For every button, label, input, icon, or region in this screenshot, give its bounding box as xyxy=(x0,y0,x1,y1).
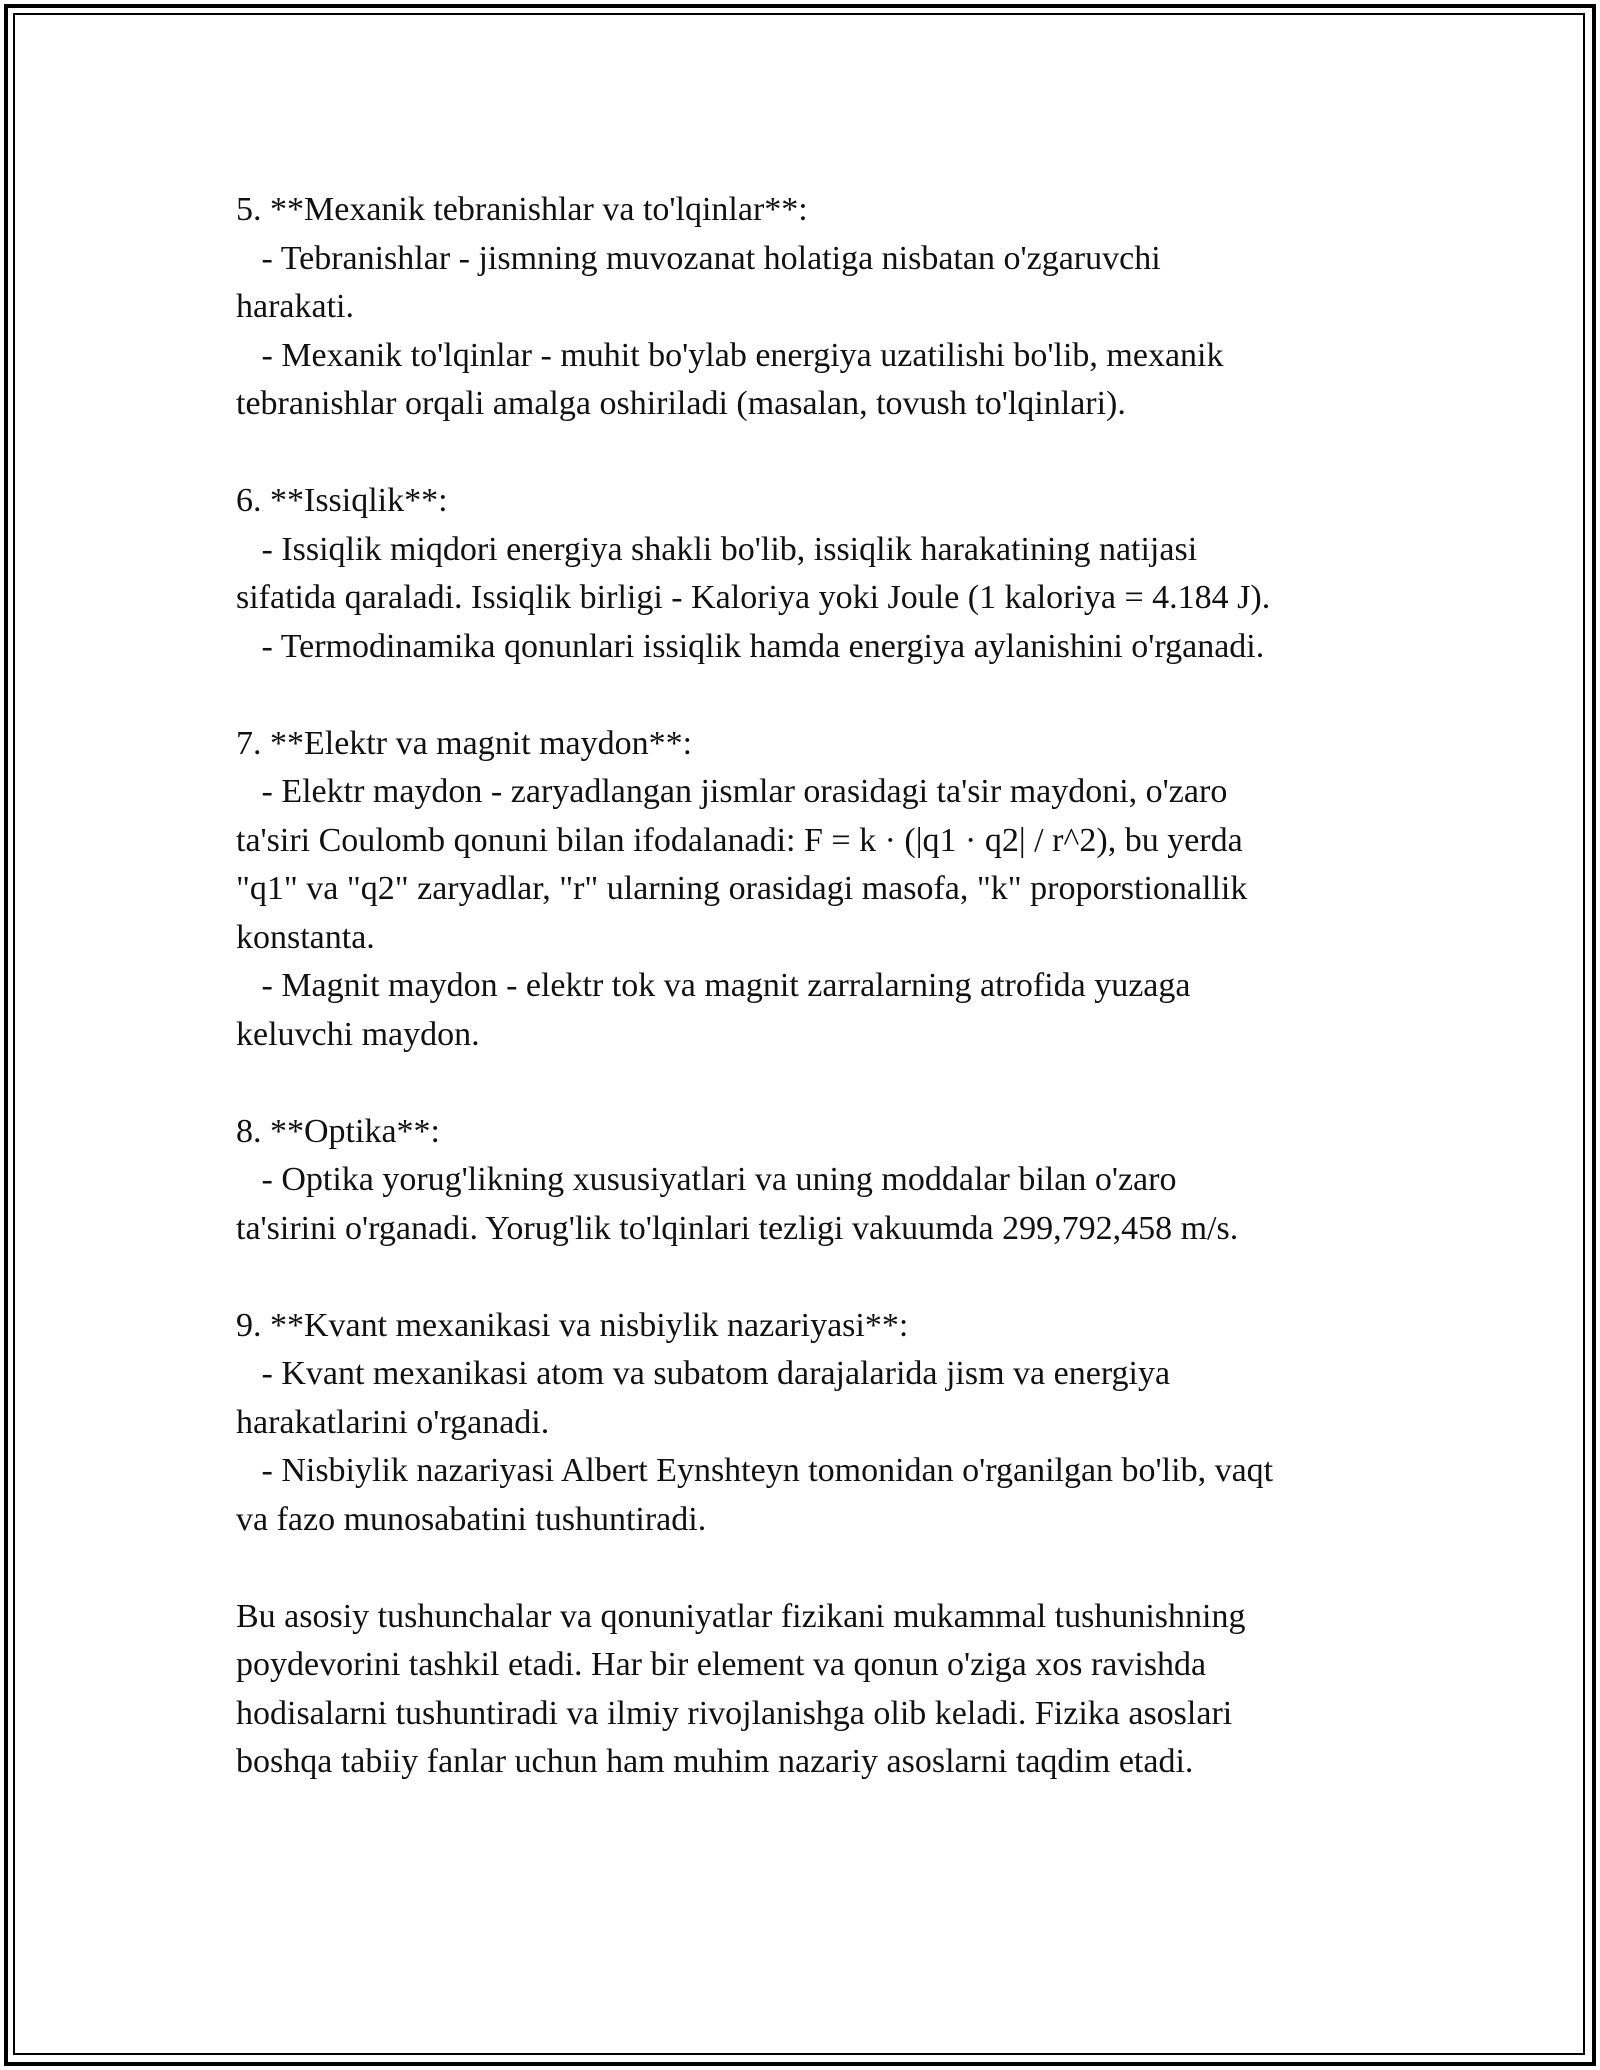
text-line: keluvchi maydon. xyxy=(236,1015,480,1053)
text-line: boshqa tabiiy fanlar uchun ham muhim nazariy asoslarni taqdim etadi. xyxy=(236,1743,1194,1780)
section-heading: 8. **Optika**: xyxy=(236,1112,440,1150)
text-line: ta'siri Coulomb qonuni bilan ifodalanadi: F = k · (|q1 · q2| / r^2), bu yerda xyxy=(236,821,1243,859)
text-line: - Mexanik to'lqinlar - muhit bo'ylab energiya uzatilishi bo'lib, mexanik xyxy=(236,336,1224,374)
text-line: ta'sirini o'rganadi. Yorug'lik to'lqinlari tezligi vakuumda 299,792,458 m/s. xyxy=(236,1209,1239,1247)
text-line: tebranishlar orqali amalga oshiriladi (masalan, tovush to'lqinlari). xyxy=(236,385,1126,422)
text-line: - Optika yorug'likning xususiyatlari va uning moddalar bilan o'zaro xyxy=(236,1161,1177,1198)
section-quantum-relativity xyxy=(236,1302,1386,1545)
section-heading: 7. **Elektr va magnit maydon**: xyxy=(236,724,693,762)
section-mechanical-waves xyxy=(236,186,1386,429)
text-line: - Magnit maydon - elektr tok va magnit zarralarning atrofida yuzaga xyxy=(236,967,1191,1004)
section-optics xyxy=(236,1108,1386,1254)
text-line: sifatida qaraladi. Issiqlik birligi - Kaloriya yoki Joule (1 kaloriya = 4.184 J). xyxy=(236,579,1271,616)
section-heat xyxy=(236,477,1386,671)
text-line: harakatlarini o'rganadi. xyxy=(236,1403,550,1441)
section-heading: 6. **Issiqlik**: xyxy=(236,482,448,519)
text-line: - Tebranishlar - jismning muvozanat holatiga nisbatan o'zgaruvchi xyxy=(236,239,1161,277)
text-line: hodisalarni tushuntiradi va ilmiy rivojlanishga olib keladi. Fizika asoslari xyxy=(236,1694,1233,1732)
text-line: - Issiqlik miqdori energiya shakli bo'lib, issiqlik harakatining natijasi xyxy=(236,530,1198,568)
text-line: - Termodinamika qonunlari issiqlik hamda energiya aylanishini o'rganadi. xyxy=(236,627,1265,665)
text-line: "q1" va "q2" zaryadlar, "r" ularning orasidagi masofa, "k" proporstionallik xyxy=(236,870,1248,907)
text-line: - Kvant mexanikasi atom va subatom darajalarida jism va energiya xyxy=(236,1355,1171,1392)
document-body xyxy=(236,186,1386,1787)
text-line: Bu asosiy tushunchalar va qonuniyatlar fizikani mukammal tushunishning xyxy=(236,1597,1246,1635)
section-heading: 9. **Kvant mexanikasi va nisbiylik nazariyasi**: xyxy=(236,1306,909,1344)
text-line: harakati. xyxy=(236,288,354,325)
text-line: - Elektr maydon - zaryadlangan jismlar orasidagi ta'sir maydoni, o'zaro xyxy=(236,773,1228,810)
text-line: konstanta. xyxy=(236,918,375,956)
conclusion-paragraph xyxy=(236,1593,1386,1787)
section-electric-magnetic-field xyxy=(236,720,1386,1060)
section-heading: 5. **Mexanik tebranishlar va to'lqinlar**: xyxy=(236,191,808,228)
text-line: - Nisbiylik nazariyasi Albert Eynshteyn tomonidan o'rganilgan bo'lib, vaqt xyxy=(236,1452,1274,1489)
text-line: poydevorini tashkil etadi. Har bir element va qonun o'ziga xos ravishda xyxy=(236,1646,1207,1683)
text-line: va fazo munosabatini tushuntiradi. xyxy=(236,1500,707,1538)
